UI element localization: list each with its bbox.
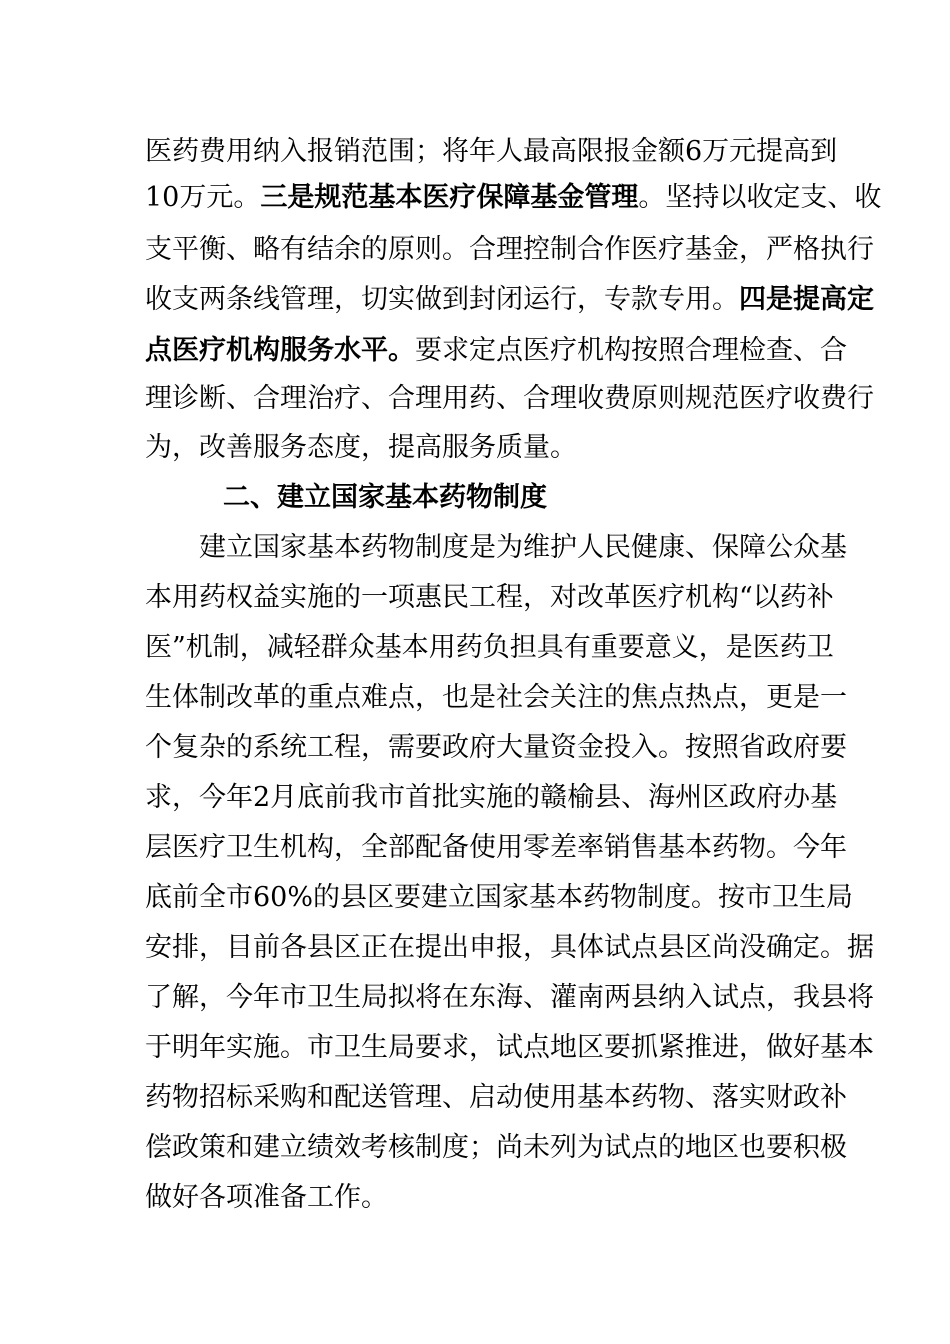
line-text: 底前全市60%的县区要建立国家基本药物制度。按市卫生局	[145, 882, 854, 913]
line-text: 生体制改革的重点难点，也是社会关注的焦点热点，更是一	[145, 682, 847, 713]
line-text: 个复杂的系统工程，需要政府大量资金投入。按照省政府要	[145, 732, 847, 763]
paragraph-line	[145, 878, 854, 918]
section-heading	[223, 478, 807, 518]
line-text: 偿政策和建立绩效考核制度；尚未列为试点的地区也要积极	[145, 1132, 847, 1163]
bold-emphasis: 点医疗机构服务水平。	[145, 335, 415, 366]
line-text: 支平衡、略有结余的原则。合理控制合作医疗基金，严格执行	[145, 234, 874, 265]
paragraph-line	[199, 528, 847, 568]
bold-emphasis: 三是规范基本医疗保障基金管理	[260, 182, 639, 213]
paragraph-line	[145, 628, 834, 668]
paragraph-line	[145, 1078, 847, 1118]
paragraph-line	[145, 578, 834, 618]
paragraph-line	[145, 928, 874, 968]
heading-text: 二、建立国家基本药物制度	[223, 482, 547, 513]
line-text: 。坚持以收定支、收	[638, 182, 882, 213]
line-text: 做好各项准备工作。	[145, 1182, 388, 1213]
paragraph-line	[145, 331, 847, 371]
paragraph-line	[145, 379, 874, 419]
paragraph-line	[145, 828, 847, 868]
paragraph-line	[145, 728, 847, 768]
paragraph-line	[145, 132, 838, 172]
paragraph-line	[145, 1178, 807, 1218]
paragraph-line	[145, 1128, 847, 1168]
paragraph-line	[145, 978, 874, 1018]
line-text: 医药费用纳入报销范围；将年人最高限报金额6万元提高到	[145, 136, 838, 167]
line-text: 层医疗卫生机构，全部配备使用零差率销售基本药物。今年	[145, 832, 847, 863]
line-text: 收支两条线管理，切实做到封闭运行，专款专用。	[145, 284, 739, 315]
line-text: 了解，今年市卫生局拟将在东海、灌南两县纳入试点，我县将	[145, 982, 874, 1013]
paragraph-line	[145, 230, 874, 270]
line-text: 于明年实施。市卫生局要求，试点地区要抓紧推进，做好基本	[145, 1032, 874, 1063]
line-text: 安排，目前各县区正在提出申报，具体试点县区尚没确定。据	[145, 932, 874, 963]
line-text: 为，改善服务态度，提高服务质量。	[145, 432, 577, 463]
line-text: 本用药权益实施的一项惠民工程，对改革医疗机构“以药补	[145, 582, 834, 613]
paragraph-line	[145, 1028, 874, 1068]
line-text: 要求定点医疗机构按照合理检查、合	[415, 335, 847, 366]
paragraph-line	[145, 778, 838, 818]
bold-emphasis: 四是提高定	[739, 284, 874, 315]
line-text: 求，今年2月底前我市首批实施的赣榆县、海州区政府办基	[145, 782, 838, 813]
line-text: 理诊断、合理治疗、合理用药、合理收费原则规范医疗收费行	[145, 383, 874, 414]
paragraph-line	[145, 428, 807, 468]
line-text: 药物招标采购和配送管理、启动使用基本药物、落实财政补	[145, 1082, 847, 1113]
line-text: 医”机制，减轻群众基本用药负担具有重要意义，是医药卫	[145, 632, 834, 663]
paragraph-line	[145, 678, 847, 718]
line-text: 10万元。	[145, 182, 261, 213]
paragraph-line	[145, 178, 882, 218]
line-text: 建立国家基本药物制度是为维护人民健康、保障公众基	[199, 532, 847, 563]
paragraph-line	[145, 280, 874, 320]
